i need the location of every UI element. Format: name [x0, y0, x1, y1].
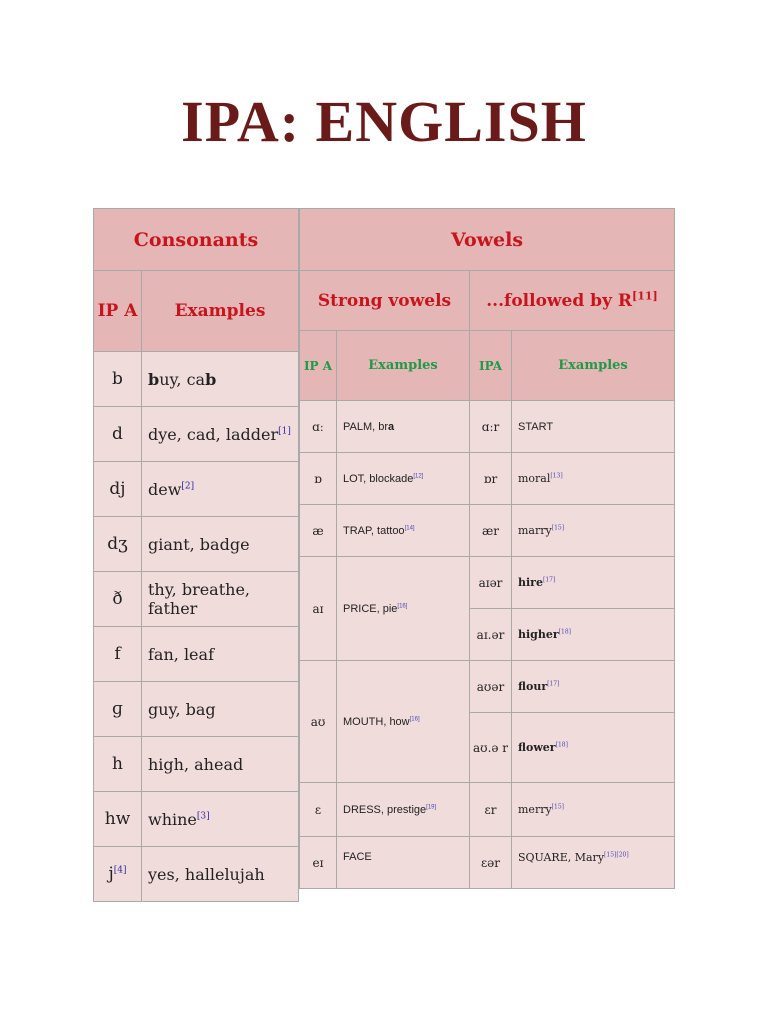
consonants-header: Consonants: [94, 209, 299, 271]
footnote-link[interactable]: [4]: [113, 865, 127, 876]
vowel-example: MOUTH, how[16]: [337, 661, 470, 783]
footnote-link[interactable]: [17]: [542, 576, 556, 584]
r-vowel-ipa: ær: [470, 505, 512, 557]
vowel-example: PRICE, pie[16]: [337, 557, 470, 661]
vowel-ipa: ɑː: [300, 401, 337, 453]
vowel-ipa: ɒ: [300, 453, 337, 505]
table-row: [94, 517, 299, 572]
consonant-ipa: hw: [94, 792, 142, 847]
r-vowel-example: marry[15]: [512, 505, 675, 557]
consonant-example: dew[2]: [142, 462, 299, 517]
consonants-col-ipa: IP A: [94, 271, 142, 352]
r-vowel-example: hire[17]: [512, 557, 675, 609]
footnote-link[interactable]: [13]: [550, 472, 563, 480]
vowel-example: TRAP, tattoo[14]: [337, 505, 470, 557]
vowel-example: DRESS, prestige[19]: [337, 783, 470, 837]
consonant-ipa: ɡ: [94, 682, 142, 737]
consonant-example: guy, bag: [142, 682, 299, 737]
table-row: [300, 837, 675, 889]
vowel-example: FACE: [337, 837, 470, 889]
r-vowel-ipa: ɑːr: [470, 401, 512, 453]
table-row: [300, 505, 675, 557]
consonant-ipa: dʒ: [94, 517, 142, 572]
consonant-ipa: j[4]: [94, 847, 142, 902]
consonant-example: yes, hallelujah: [142, 847, 299, 902]
consonant-ipa: ð: [94, 572, 142, 627]
footnote-link[interactable]: [18]: [555, 741, 568, 749]
r-vowel-example: merry[15]: [512, 783, 675, 837]
r-col-ipa: IPA: [470, 331, 512, 401]
r-vowel-ipa: ɛr: [470, 783, 512, 837]
table-row: [94, 627, 299, 682]
table-row: [300, 453, 675, 505]
table-row: [94, 737, 299, 792]
footnote-link[interactable]: [11]: [632, 288, 658, 302]
consonant-example: thy, breathe, father: [142, 572, 299, 627]
consonant-example: giant, badge: [142, 517, 299, 572]
footnote-link[interactable]: [2]: [181, 481, 195, 492]
footnote-link[interactable]: [15]: [551, 524, 565, 532]
footnote-link[interactable]: [1]: [278, 426, 291, 437]
footnote-link[interactable]: [12]: [413, 472, 424, 479]
table-row: [94, 682, 299, 737]
r-vowel-example: flour[17]: [512, 661, 675, 713]
r-vowel-ipa: aɪ.ər: [470, 609, 512, 661]
r-vowel-example: flower[18]: [512, 713, 675, 783]
consonants-table: [93, 208, 299, 902]
consonant-example: fan, leaf: [142, 627, 299, 682]
r-vowel-example: higher[18]: [512, 609, 675, 661]
page-title: IPA: ENGLISH: [181, 89, 587, 154]
consonant-ipa: h: [94, 737, 142, 792]
r-vowel-ipa: aʊər: [470, 661, 512, 713]
table-row: [300, 557, 675, 609]
table-row: [300, 401, 675, 453]
footnote-link[interactable]: [16]: [397, 602, 408, 609]
footnote-link[interactable]: [15][20]: [604, 851, 629, 859]
consonant-example: high, ahead: [142, 737, 299, 792]
r-vowel-ipa: aɪər: [470, 557, 512, 609]
strong-col-examples: Examples: [337, 331, 470, 401]
table-row: [94, 352, 299, 407]
footnote-link[interactable]: [18]: [558, 628, 571, 636]
strong-vowels-header: Strong vowels: [300, 271, 470, 331]
table-row: [300, 661, 675, 713]
r-vowel-ipa: ɒr: [470, 453, 512, 505]
vowels-table: [299, 208, 675, 889]
consonant-ipa: f: [94, 627, 142, 682]
footnote-link[interactable]: [15]: [551, 803, 564, 811]
vowel-ipa: aʊ: [300, 661, 337, 783]
footnote-link[interactable]: [3]: [196, 811, 210, 822]
vowels-header: Vowels: [300, 209, 675, 271]
consonant-example: dye, cad, ladder[1]: [142, 407, 299, 462]
table-row: [94, 407, 299, 462]
table-row: [94, 462, 299, 517]
vowel-ipa: aɪ: [300, 557, 337, 661]
vowel-example: PALM, bra: [337, 401, 470, 453]
table-row: [94, 847, 299, 902]
consonant-ipa: dj: [94, 462, 142, 517]
table-row: [94, 572, 299, 627]
footnote-link[interactable]: [14]: [404, 524, 415, 531]
r-vowel-example: START: [512, 401, 675, 453]
vowel-example: LOT, blockade[12]: [337, 453, 470, 505]
vowel-ipa: eɪ: [300, 837, 337, 889]
consonant-ipa: d: [94, 407, 142, 462]
footnote-link[interactable]: [19]: [426, 803, 437, 810]
consonants-col-examples: Examples: [142, 271, 299, 352]
r-col-examples: Examples: [512, 331, 675, 401]
table-row: [94, 792, 299, 847]
followed-by-r-header: ...followed by R[11]: [470, 271, 675, 331]
strong-col-ipa: IP A: [300, 331, 337, 401]
r-vowel-example: SQUARE, Mary[15][20]: [512, 837, 675, 889]
vowel-ipa: ɛ: [300, 783, 337, 837]
footnote-link[interactable]: [16]: [409, 715, 420, 722]
consonant-ipa: b: [94, 352, 142, 407]
consonant-example: whine[3]: [142, 792, 299, 847]
vowel-ipa: æ: [300, 505, 337, 557]
footnote-link[interactable]: [17]: [547, 680, 560, 688]
r-vowel-example: moral[13]: [512, 453, 675, 505]
r-vowel-ipa: ɛər: [470, 837, 512, 889]
consonant-example: buy, cab: [142, 352, 299, 407]
table-row: [300, 783, 675, 837]
r-vowel-ipa: aʊ.ə r: [470, 713, 512, 783]
